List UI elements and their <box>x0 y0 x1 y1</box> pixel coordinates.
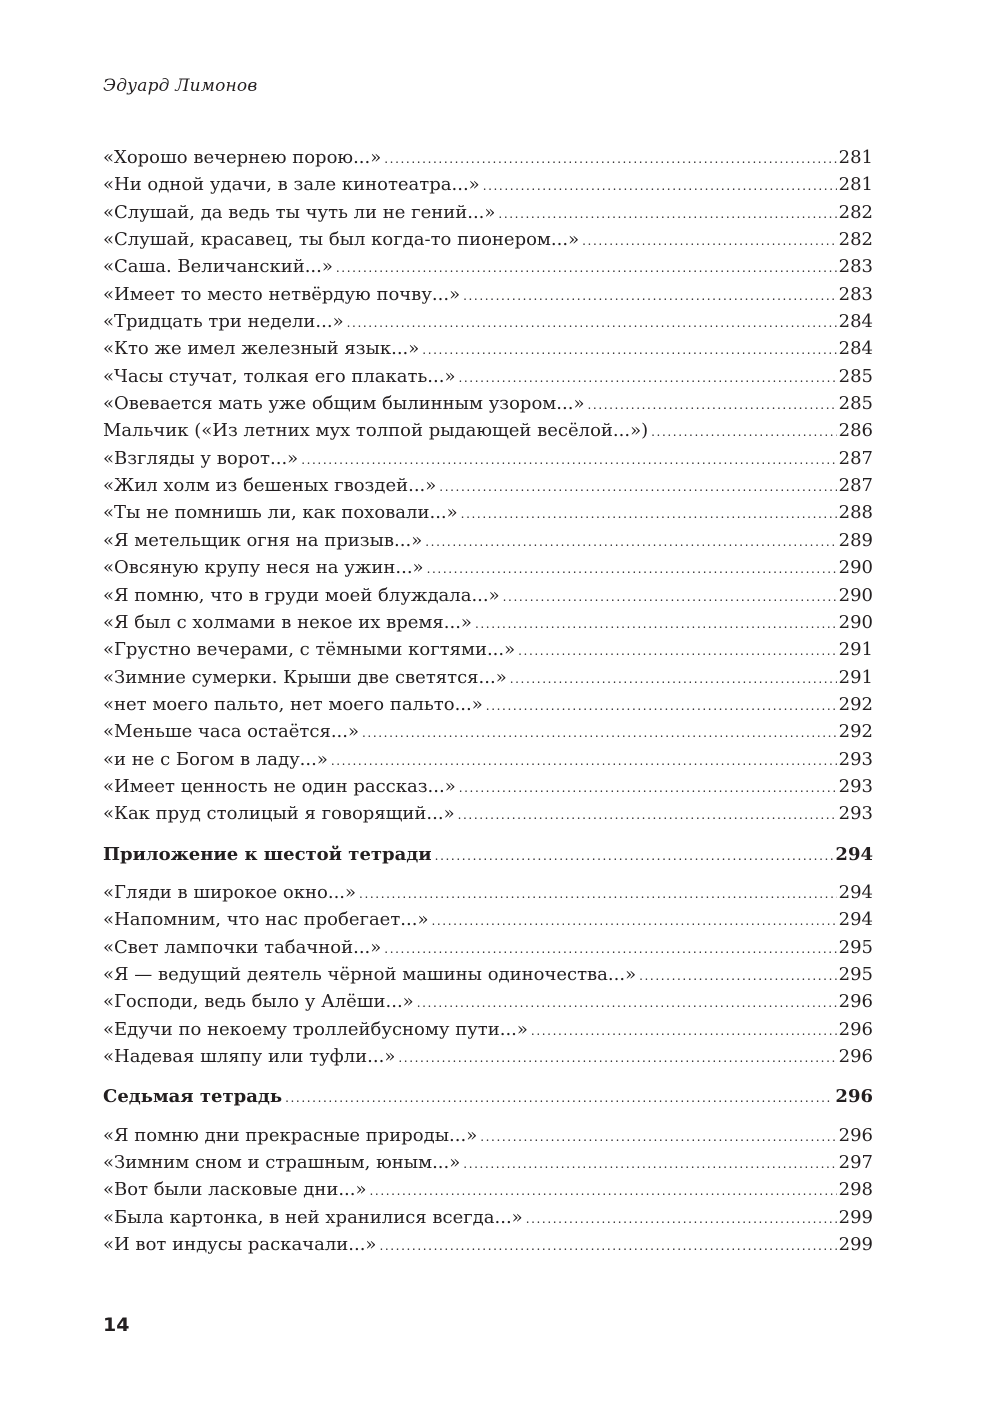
entry-title: «Часы стучат, толкая его плакать...» <box>103 365 456 387</box>
toc-entry <box>103 636 873 663</box>
entry-page-number: 293 <box>838 803 873 825</box>
entry-page-number: 299 <box>838 1206 873 1228</box>
entry-page-number: 291 <box>838 666 873 688</box>
entry-page-number: 287 <box>838 447 873 469</box>
dot-leader <box>458 802 837 829</box>
entry-title: «Зимние сумерки. Крыши две светятся...» <box>103 666 507 688</box>
toc-entry <box>103 554 873 581</box>
toc-entry <box>103 308 873 335</box>
entry-title: «Жил холм из бешеных гвоздей...» <box>103 475 437 497</box>
toc-section-heading <box>103 841 873 868</box>
toc-entry <box>103 499 873 526</box>
entry-title: «Меньше часа остаётся...» <box>103 721 359 743</box>
entry-title: «Грустно вечерами, с тёмными когтями...» <box>103 639 516 661</box>
toc-entry <box>103 417 873 444</box>
toc-section-heading <box>103 1083 873 1110</box>
toc-entry <box>103 335 873 362</box>
entry-page-number: 291 <box>838 639 873 661</box>
dot-leader <box>639 963 837 990</box>
section-title: Приложение к шестой тетради <box>103 843 432 865</box>
entry-title: «Ты не помнишь ли, как поховали...» <box>103 502 458 524</box>
toc-entry <box>103 800 873 827</box>
toc-entry <box>103 1176 873 1203</box>
toc-entry <box>103 879 873 906</box>
entry-page-number: 293 <box>838 748 873 770</box>
page-number: 14 <box>103 1314 130 1336</box>
entry-page-number: 284 <box>838 311 873 333</box>
entry-title: «Взгляды у ворот...» <box>103 447 299 469</box>
entry-page-number: 283 <box>838 283 873 305</box>
table-of-contents <box>103 144 873 1258</box>
dot-leader <box>301 447 836 474</box>
dot-leader <box>461 501 837 528</box>
entry-title: «Я помню дни прекрасные природы...» <box>103 1124 478 1146</box>
toc-entry <box>103 199 873 226</box>
entry-page-number: 282 <box>838 201 873 223</box>
entry-title: «Зимним сном и страшным, юным...» <box>103 1152 461 1174</box>
dot-leader <box>526 1206 837 1233</box>
section-page-number: 296 <box>835 1086 873 1108</box>
entry-page-number: 297 <box>838 1152 873 1174</box>
entry-page-number: 290 <box>838 611 873 633</box>
entry-page-number: 294 <box>838 909 873 931</box>
entry-title: «Свет лампочки табачной...» <box>103 936 382 958</box>
entry-title: «Имеет то место нетвёрдую почву...» <box>103 283 461 305</box>
toc-entry <box>103 363 873 390</box>
dot-leader <box>431 908 836 935</box>
entry-page-number: 286 <box>838 420 873 442</box>
section-title: Седьмая тетрадь <box>103 1086 283 1108</box>
entry-page-number: 283 <box>838 256 873 278</box>
toc-entry <box>103 472 873 499</box>
entry-page-number: 298 <box>838 1179 873 1201</box>
toc-entry <box>103 718 873 745</box>
dot-leader <box>480 1124 836 1151</box>
dot-leader <box>347 310 837 337</box>
dot-leader <box>427 556 837 583</box>
dot-leader <box>435 843 834 870</box>
dot-leader <box>422 337 836 364</box>
toc-entry <box>103 934 873 961</box>
entry-title: «Была картонка, в ней хранилися всегда...» <box>103 1206 523 1228</box>
dot-leader <box>510 666 837 693</box>
dot-leader <box>362 720 837 747</box>
toc-entry <box>103 988 873 1015</box>
entry-title: «Я метельщик огня на призыв...» <box>103 529 423 551</box>
entry-page-number: 296 <box>838 1124 873 1146</box>
toc-entry <box>103 609 873 636</box>
dot-leader <box>384 146 836 173</box>
toc-entry <box>103 445 873 472</box>
entry-page-number: 295 <box>838 963 873 985</box>
entry-title: «Надевая шляпу или туфли...» <box>103 1046 396 1067</box>
toc-entry <box>103 1204 873 1231</box>
entry-title: «Овевается мать уже общим былинным узором...» <box>103 393 585 415</box>
entry-page-number: 281 <box>838 174 873 196</box>
dot-leader <box>439 474 836 501</box>
dot-leader <box>486 693 837 720</box>
entry-title: «Слушай, да ведь ты чуть ли не гений...» <box>103 201 496 223</box>
entry-title: «Я был с холмами в некое их время...» <box>103 611 472 633</box>
entry-title: «Гляди в широкое окно...» <box>103 881 357 903</box>
toc-entry <box>103 1122 873 1149</box>
dot-leader <box>531 1018 837 1045</box>
toc-entry <box>103 253 873 280</box>
entry-title: «Овсяную крупу неся на ужин...» <box>103 557 424 579</box>
entry-page-number: 295 <box>838 936 873 958</box>
entry-title: «Хорошо вечернею порою...» <box>103 147 382 168</box>
entry-page-number: 288 <box>838 502 873 524</box>
section-page-number: 294 <box>835 843 873 865</box>
entry-title: «Напомним, что нас пробегает...» <box>103 909 429 931</box>
toc-entry <box>103 1231 873 1258</box>
entry-page-number: 292 <box>838 721 873 743</box>
dot-leader <box>336 255 837 282</box>
dot-leader <box>463 283 837 310</box>
dot-leader <box>518 638 837 665</box>
entry-page-number: 284 <box>838 338 873 360</box>
entry-page-number: 296 <box>838 1046 873 1067</box>
entry-title: «Кто же имел железный язык...» <box>103 338 420 360</box>
entry-page-number: 281 <box>838 147 873 168</box>
dot-leader <box>359 881 837 908</box>
toc-entry <box>103 1149 873 1176</box>
entry-title: «И вот индусы раскачали...» <box>103 1234 377 1256</box>
dot-leader <box>285 1085 833 1112</box>
entry-page-number: 282 <box>838 229 873 251</box>
entry-title: «и не с Богом в ладу...» <box>103 748 328 770</box>
entry-page-number: 285 <box>838 365 873 387</box>
dot-leader <box>379 1233 836 1260</box>
toc-entry <box>103 390 873 417</box>
dot-leader <box>425 529 836 556</box>
entry-title: Мальчик («Из летних мух толпой рыдающей весёлой...») <box>103 420 649 442</box>
toc-entry <box>103 226 873 253</box>
entry-title: «Тридцать три недели...» <box>103 311 344 333</box>
dot-leader <box>458 365 836 392</box>
entry-title: «Ни одной удачи, в зале кинотеатра...» <box>103 174 480 196</box>
entry-title: «Я — ведущий деятель чёрной машины одиночества...» <box>103 963 637 985</box>
toc-entry <box>103 1016 873 1043</box>
entry-page-number: 293 <box>838 775 873 797</box>
entry-title: «нет моего пальто, нет моего пальто...» <box>103 693 483 715</box>
entry-page-number: 296 <box>838 1018 873 1040</box>
entry-title: «Саша. Величанский...» <box>103 256 333 278</box>
dot-leader <box>483 173 837 200</box>
toc-entry <box>103 171 873 198</box>
entry-title: «Я помню, что в груди моей блуждала...» <box>103 584 500 606</box>
dot-leader <box>370 1178 837 1205</box>
dot-leader <box>459 775 837 802</box>
dot-leader <box>651 419 837 446</box>
entry-page-number: 299 <box>838 1234 873 1256</box>
entry-page-number: 289 <box>838 529 873 551</box>
entry-page-number: 285 <box>838 393 873 415</box>
entry-title: «Вот были ласковые дни...» <box>103 1179 367 1201</box>
dot-leader <box>417 990 837 1017</box>
toc-entry <box>103 144 873 171</box>
toc-entry <box>103 582 873 609</box>
toc-entry <box>103 1043 873 1070</box>
entry-page-number: 294 <box>838 881 873 903</box>
entry-page-number: 287 <box>838 475 873 497</box>
dot-leader <box>503 584 837 611</box>
toc-entry <box>103 961 873 988</box>
toc-entry <box>103 906 873 933</box>
entry-title: «Имеет ценность не один рассказ...» <box>103 775 456 797</box>
toc-entry <box>103 746 873 773</box>
entry-page-number: 292 <box>838 693 873 715</box>
dot-leader <box>463 1151 836 1178</box>
toc-entry <box>103 691 873 718</box>
toc-entry <box>103 773 873 800</box>
entry-page-number: 290 <box>838 584 873 606</box>
dot-leader <box>582 228 837 255</box>
toc-entry <box>103 664 873 691</box>
entry-title: «Слушай, красавец, ты был когда-то пионером...» <box>103 229 580 251</box>
dot-leader <box>475 611 837 638</box>
dot-leader <box>331 748 837 775</box>
running-head-author: Эдуард Лимонов <box>103 76 258 96</box>
toc-entry <box>103 281 873 308</box>
entry-page-number: 296 <box>838 991 873 1013</box>
entry-title: «Едучи по некоему троллейбусному пути...» <box>103 1018 528 1040</box>
entry-page-number: 290 <box>838 557 873 579</box>
dot-leader <box>498 201 836 228</box>
dot-leader <box>587 392 836 419</box>
entry-title: «Господи, ведь было у Алёши...» <box>103 991 414 1013</box>
toc-entry <box>103 527 873 554</box>
entry-title: «Как пруд столицый я говорящий...» <box>103 803 455 825</box>
dot-leader <box>398 1045 836 1072</box>
dot-leader <box>384 936 836 963</box>
